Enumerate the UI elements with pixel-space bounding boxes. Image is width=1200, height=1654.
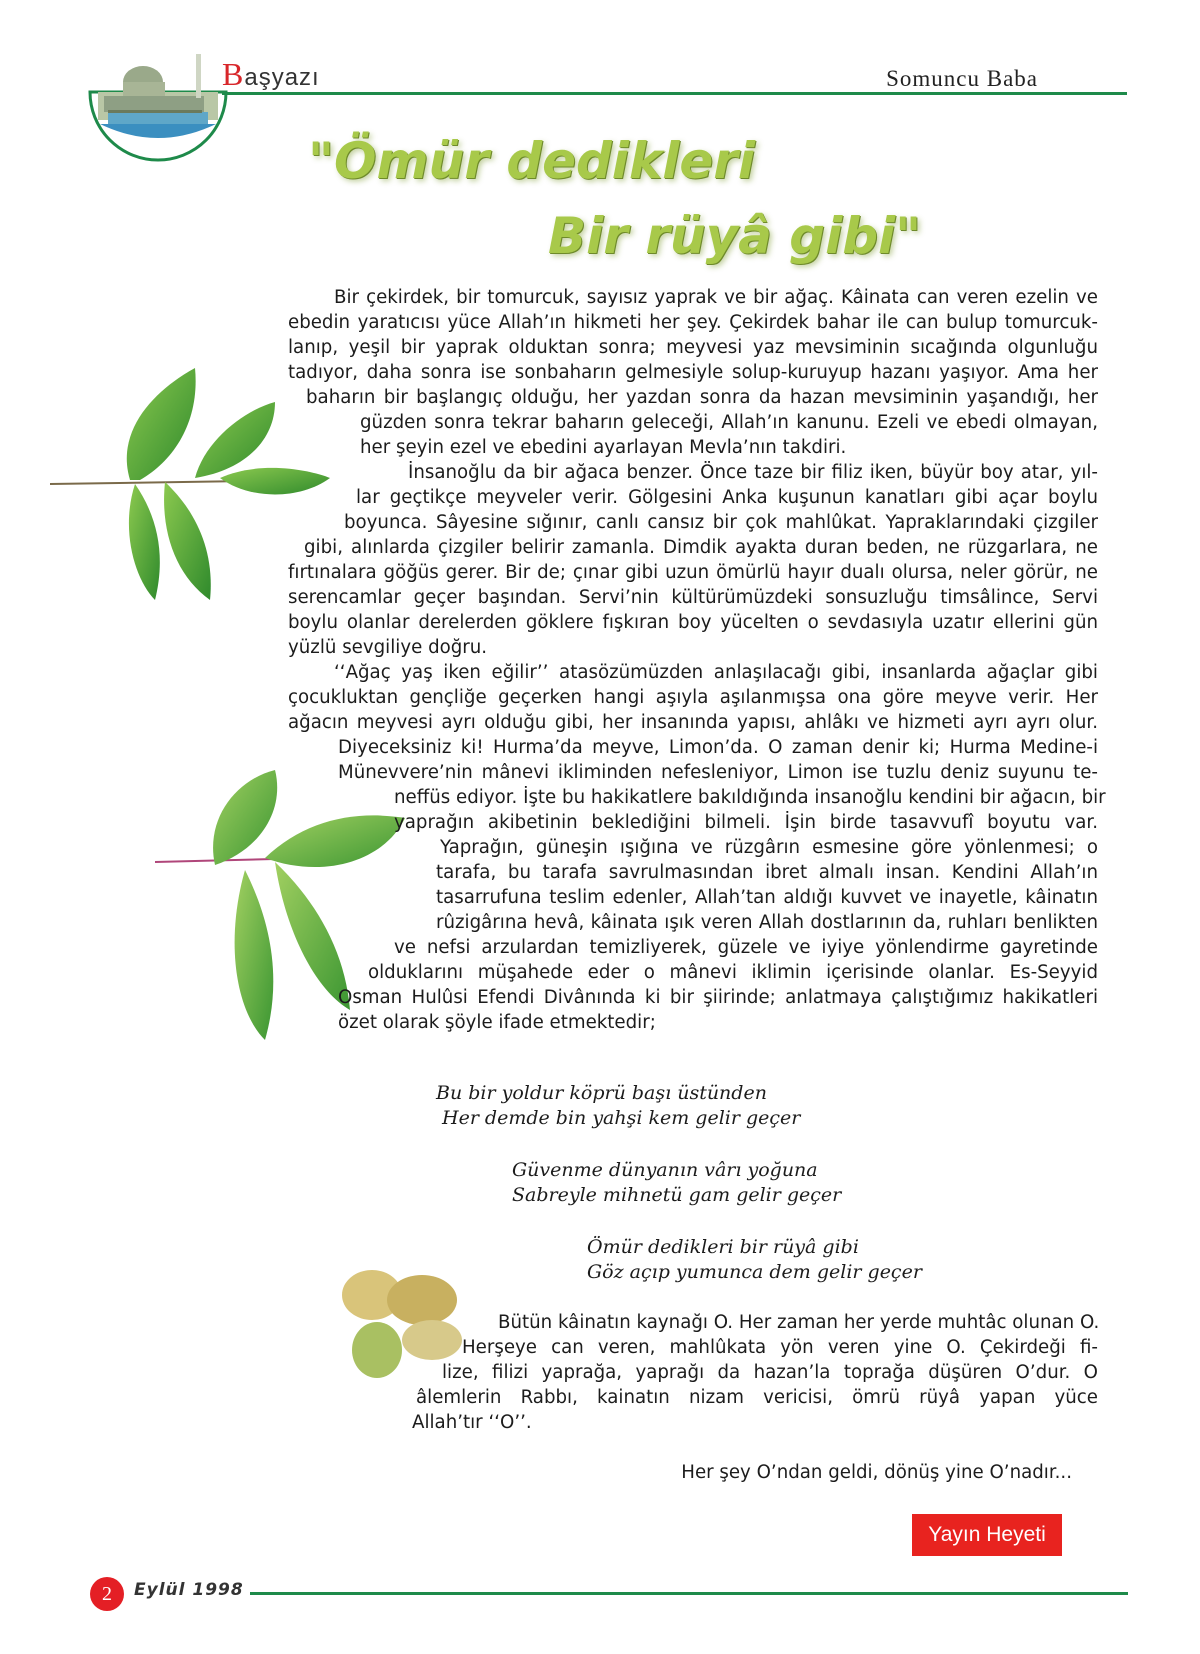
poem-line: Her demde bin yahşi kem gelir geçer <box>442 1107 801 1129</box>
body-line: ebedin yaratıcısı yüce Allah’ın hikmeti her şey. Çekirdek bahar ile can bulup tomurcuk- <box>288 312 1098 333</box>
body-line: yaprağın akibetinin beklediğini bilmeli. İşin birde tasavvufî boyutu var. <box>394 812 1098 833</box>
body-line: İnsanoğlu da bir ağaca benzer. Önce taze bir filiz iken, büyür boy atar, yıl- <box>408 462 1098 483</box>
body-line: lanıp, yeşil bir yaprak olduktan sonra; meyvesi yaz mevsiminin sıcağında olgunluğu <box>288 337 1098 358</box>
author-signature: Yayın Heyeti <box>912 1514 1062 1556</box>
magazine-name: Somuncu Baba <box>886 66 1038 91</box>
body-line: Münevvere’nin mânevi ikliminden nefesleniyor, Limon ise tuzlu deniz suyunu te- <box>338 762 1098 783</box>
body-line: lar geçtikçe meyveler verir. Gölgesini Anka kuşunun kanatları gibi açar boylu <box>356 487 1098 508</box>
body-line: Osman Hulûsi Efendi Divânında ki bir şiirinde; anlatmaya çalıştığımız hakikatleri <box>338 987 1098 1008</box>
body-line: gibi, alınlarda çizgiler belirir zamanla. Dimdik ayakta duran beden, ne rüzgarlara, ne <box>304 537 1098 558</box>
poem-line: Göz açıp yumunca dem gelir geçer <box>587 1261 922 1283</box>
section-rest: aşyazı <box>244 64 320 91</box>
section-initial: B <box>222 56 245 92</box>
poem-line: Güvenme dünyanın vârı yoğuna <box>512 1159 818 1181</box>
poem-line: Ömür dedikleri bir rüyâ gibi <box>587 1236 859 1258</box>
closing-line: Bütün kâinatın kaynağı O. Her zaman her yerde muhtâc olunan O. <box>498 1312 1100 1333</box>
body-line: çocukluktan gençliğe geçerken hangi aşıyla aşılanmışsa ona göre meyve verir. Her <box>288 687 1098 708</box>
closing-line: âlemlerin Rabbı, kainatın nizam vericisi, ömrü rüyâ yapan yüce <box>416 1387 1098 1408</box>
body-line: boylu olanlar derelerden göklere fışkıran boy yücelten o sevdasıyla uzatır ellerini gün <box>288 612 1098 633</box>
poem-line: Bu bir yoldur köprü başı üstünden <box>436 1082 767 1104</box>
body-line: tadıyor, daha sonra ise sonbaharın gelmesiyle solup-kuruyup hazanı yaşıyor. Ama her <box>288 362 1098 383</box>
closing-line: lize, filizi yaprağa, yaprağı da hazan’la toprağa düşüren O’dur. O <box>442 1362 1098 1383</box>
closing-line: Allah’tır ‘‘O’’. <box>412 1412 532 1433</box>
closing-line: Herşeye can veren, mahlûkata yön veren yine O. Çekirdeği fi- <box>462 1337 1098 1358</box>
body-line: yüzlü sevgiliye doğru. <box>288 637 488 658</box>
body-line: özet olarak şöyle ifade etmektedir; <box>338 1012 656 1033</box>
footer-rule <box>250 1592 1128 1595</box>
body-line: Bir çekirdek, bir tomurcuk, sayısız yaprak ve bir ağaç. Kâinata can veren ezelin ve <box>334 287 1098 308</box>
article-title-line-1: "Ömür dedikleri <box>308 132 756 190</box>
body-line: güzden sonra tekrar baharın geleceği, Allah’ın kanunu. Ezeli ve ebedi olmayan, <box>360 412 1098 433</box>
body-line: fırtınalara göğüs gerer. Bir de; çınar gibi uzun ömürlü hayır dualı olursa, neler görür, ne <box>288 562 1098 583</box>
mosque-logo <box>88 52 228 162</box>
section-label <box>222 56 320 93</box>
body-line: tasarrufuna teslim edenler, Allah’tan aldığı kuvvet ve inayetle, kâinatın <box>436 887 1098 908</box>
body-line: neffüs ediyor. İşte bu hakikatlere bakıldığında insanoğlu kendini bir ağacın, bir <box>394 787 1106 808</box>
body-line: Diyeceksiniz ki! Hurma’da meyve, Limon’da. O zaman denir ki; Hurma Medine-i <box>338 737 1098 758</box>
body-line: ağacın meyvesi ayrı olduğu gibi, her insanında yapısı, ahlâkı ve hizmeti ayrı ayrı olur. <box>288 712 1098 733</box>
body-line: Yaprağın, güneşin ışığına ve rüzgârın esmesine göre yönlenmesi; o <box>440 837 1098 858</box>
issue-date: Eylül 1998 <box>134 1580 244 1600</box>
page-number: 2 <box>90 1577 124 1611</box>
closing-statement: Her şey O’ndan geldi, dönüş yine O’nadır... <box>681 1462 1072 1483</box>
body-line: olduklarını müşahede eder o mânevi iklimin içerisinde olanlar. Es-Seyyid <box>368 962 1098 983</box>
body-line: rûzigârına hevâ, kâinata ışık veren Allah dostlarının da, ruhları benlikten <box>436 912 1098 933</box>
body-line: her şeyin ezel ve ebedini ayarlayan Mevla’nın takdiri. <box>360 437 847 458</box>
body-line: serencamlar geçer başından. Servi’nin kültürümüzdeki sonsuzluğu timsâlince, Servi <box>288 587 1098 608</box>
body-line: ‘‘Ağaç yaş iken eğilir’’ atasözümüzden anlaşılacağı gibi, insanlarda ağaçlar gibi <box>334 662 1098 683</box>
body-line: ve nefsi arzulardan temizliyerek, güzele ve iyiye yönlendirme gayretinde <box>394 937 1098 958</box>
body-line: boyunca. Sâyesine sığınır, canlı cansız bir çok mahlûkat. Yapraklarındaki çizgiler <box>344 512 1098 533</box>
poem-line: Sabreyle mihnetü gam gelir geçer <box>512 1184 842 1206</box>
body-line: baharın bir başlangıç olduğu, her yazdan sonra da hazan mevsiminin yaşandığı, her <box>306 387 1098 408</box>
header-rule <box>222 92 1127 95</box>
article-title-line-2: Bir rüyâ gibi" <box>548 207 922 265</box>
body-line: tarafa, bu tarafa savrulmasından ibret almalı insan. Kendini Allah’ın <box>436 862 1098 883</box>
